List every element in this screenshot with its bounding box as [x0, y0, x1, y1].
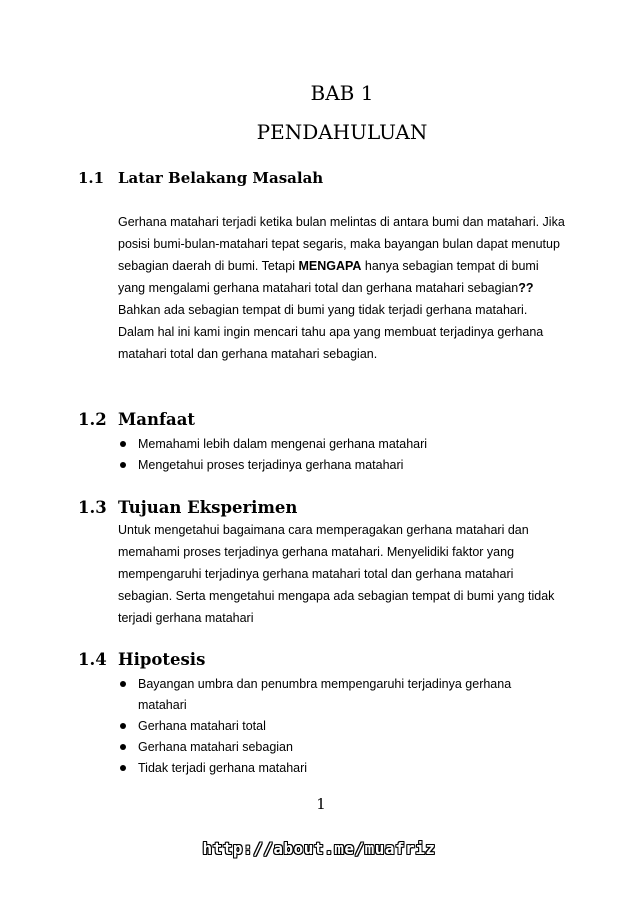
section-heading-latar-belakang: [78, 168, 323, 188]
section-heading-hipotesis: [78, 650, 205, 670]
hypothesis-list: [118, 674, 558, 779]
paragraph-text: Bahkan ada sebagian tempat di bumi yang tidak terjadi gerhana matahari. Dalam hal ini kami ingin mencari tahu apa yang membuat terjadinya gerhana matahari total dan gerhana matahari sebagian.: [118, 303, 544, 361]
section-number: 1.3: [78, 498, 107, 517]
list-item: Gerhana matahari sebagian: [118, 737, 558, 758]
section-number: 1.1: [78, 169, 105, 187]
paragraph-text: Gerhana matahari terjadi ketika bulan melintas di antara bumi dan matahari. Jika posisi bumi-bulan-matahari tepat segaris, maka bayangan bulan dapat menutup sebagian daerah di bumi. Tetapi: [118, 215, 565, 273]
footer-url-link[interactable]: http://about.me/muafriz: [202, 839, 436, 858]
section-title: Tujuan Eksperimen: [118, 498, 298, 517]
list-item: Bayangan umbra dan penumbra mempengaruhi terjadinya gerhana matahari: [118, 674, 558, 716]
list-item: Gerhana matahari total: [118, 716, 558, 737]
background-paragraph: [118, 211, 566, 365]
list-item: Mengetahui proses terjadinya gerhana matahari: [118, 455, 568, 476]
chapter-title: PENDAHULUAN: [256, 120, 428, 144]
section-heading-manfaat: [78, 410, 195, 430]
page-number: 1: [316, 795, 326, 813]
chapter-number: BAB 1: [310, 81, 374, 105]
section-number: 1.4: [78, 650, 107, 669]
section-title: Latar Belakang Masalah: [118, 169, 324, 187]
list-item: Tidak terjadi gerhana matahari: [118, 758, 558, 779]
list-item: Memahami lebih dalam mengenai gerhana matahari: [118, 434, 568, 455]
objective-paragraph: Untuk mengetahui bagaimana cara memperagakan gerhana matahari dan memahami proses terjadinya gerhana matahari. Menyelidiki faktor yang mempengaruhi terjadinya gerhana matahari total dan gerhana matahari sebagian. Serta mengetahui mengapa ada sebagian tempat di bumi yang tidak terjadi gerhana matahari: [118, 523, 555, 625]
section-number: 1.2: [78, 410, 107, 429]
section-heading-tujuan: [78, 498, 297, 518]
section-title: Manfaat: [118, 410, 196, 429]
section-title: Hipotesis: [118, 650, 206, 669]
emphasis-text: MENGAPA: [298, 259, 362, 273]
emphasis-text: ??: [518, 281, 534, 295]
benefits-list: [118, 434, 568, 476]
paragraph-text: hanya sebagian tempat di bumi yang mengalami gerhana matahari total dan gerhana matahari sebagian: [118, 259, 539, 295]
